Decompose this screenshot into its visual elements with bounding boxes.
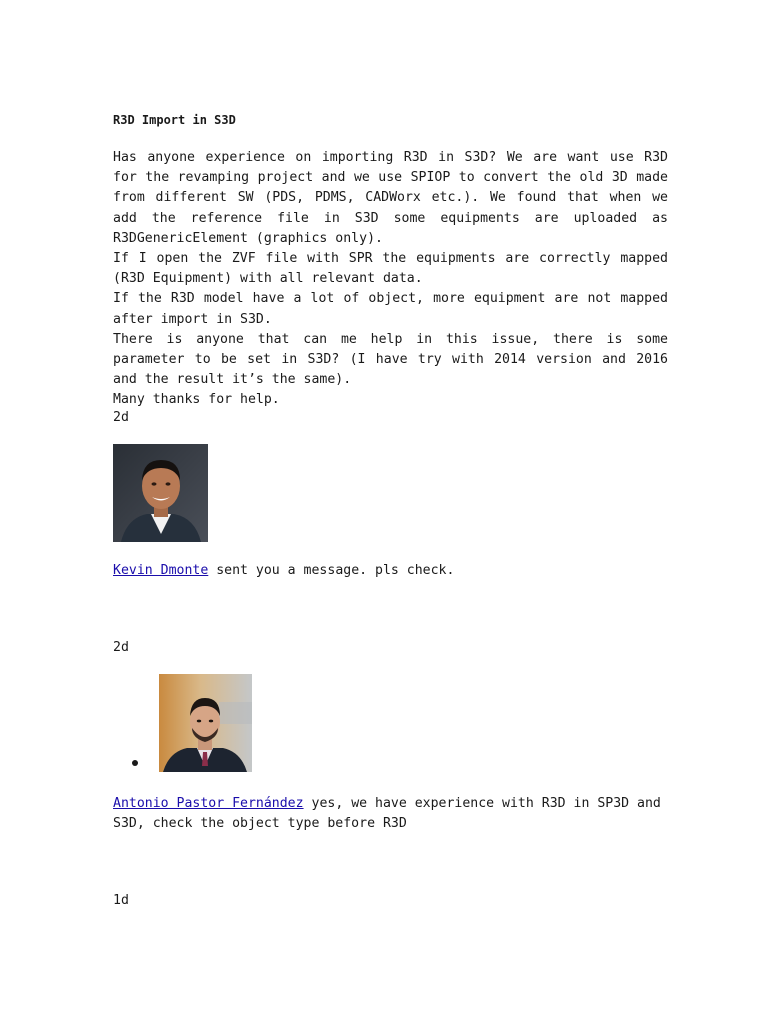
post-paragraph: Has anyone experience on importing R3D in S3D? We are want use R3D for the revamping project and we use SPIOP to convert the old 3D made from different SW (PDS, PDMS, CADWorx etc.). We found that when we add the reference file in S3D some equipments are uploaded as R3DGenericElement (graphics only).	[113, 150, 668, 246]
comment-author-link[interactable]: Kevin Dmonte	[113, 563, 209, 578]
post-paragraph: There is anyone that can me help in this issue, there is some parameter to be set in S3D? (I have try with 2014 version and 2016 and the result it’s the same).	[113, 331, 668, 388]
post-body	[113, 148, 668, 411]
comment-2	[113, 794, 668, 834]
comment-1	[113, 561, 668, 581]
avatar-kevin-dmonte	[113, 444, 208, 542]
comment-message: sent you a message. pls check.	[208, 563, 455, 578]
person-photo-icon	[113, 444, 208, 542]
comment-author-link[interactable]: Antonio Pastor Fernández	[113, 796, 304, 811]
avatar-antonio-pastor	[159, 674, 252, 772]
comment-timestamp: 1d	[113, 893, 129, 908]
post-title: R3D Import in S3D	[113, 113, 236, 127]
post-paragraph: If the R3D model have a lot of object, more equipment are not mapped after import in S3D.	[113, 291, 668, 327]
comment-message: yes, we have experience with R3D in SP3D and S3D, check the object type before R3D	[113, 796, 661, 832]
list-bullet	[132, 760, 138, 766]
post-paragraph: If I open the ZVF file with SPR the equipments are correctly mapped (R3D Equipment) with all relevant data.	[113, 251, 668, 287]
post-paragraph: Many thanks for help.	[113, 392, 280, 408]
comment-timestamp: 2d	[113, 640, 129, 655]
person-photo-icon	[159, 674, 252, 772]
post-timestamp: 2d	[113, 410, 129, 425]
